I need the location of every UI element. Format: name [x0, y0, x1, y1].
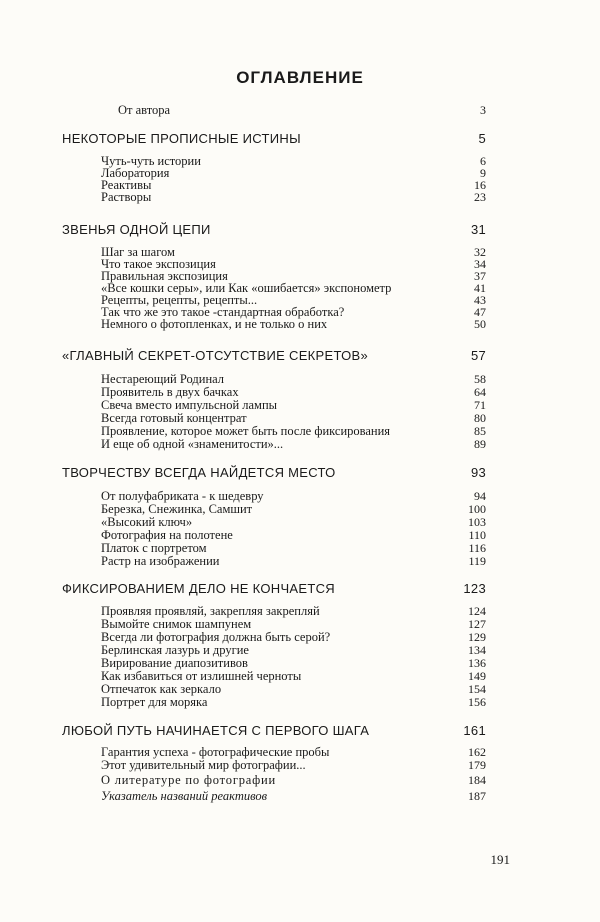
section-page: 31 [470, 222, 486, 237]
section-page: 5 [478, 131, 486, 146]
item-title: «Все кошки серы», или Как «ошибается» экспонометр [101, 281, 392, 295]
item-title: Фотография на полотене [101, 528, 233, 542]
item-title: Указатель названий реактивов [101, 789, 268, 803]
toc-item [0, 399, 600, 413]
item-page: 71 [474, 398, 486, 412]
toc-item [0, 318, 600, 332]
toc-section [0, 222, 600, 236]
item-page: 6 [480, 154, 486, 168]
section-title: ТВОРЧЕСТВУ ВСЕГДА НАЙДЕТСЯ МЕСТО [62, 465, 336, 480]
page-number: 191 [490, 852, 510, 867]
item-page: 184 [468, 773, 486, 787]
toc-item [0, 386, 600, 400]
item-title: Так что же это такое -стандартная обработка? [101, 305, 345, 319]
item-title: Шаг за шагом [101, 245, 175, 259]
toc-intro-page: 3 [480, 103, 486, 117]
item-title: Как избавиться от излишней черноты [101, 669, 302, 683]
item-page: 119 [468, 554, 486, 568]
item-title: Вымойте снимок шампунем [101, 617, 252, 631]
item-page: 80 [474, 411, 486, 425]
item-title: «Высокий ключ» [101, 515, 193, 529]
item-page: 100 [468, 502, 486, 516]
item-title: Лаборатория [101, 166, 170, 180]
item-page: 43 [474, 293, 486, 307]
section-page: 57 [470, 348, 486, 363]
item-page: 41 [474, 281, 486, 295]
item-title: О литературе по фотографии [101, 773, 277, 787]
item-page: 64 [474, 385, 486, 399]
toc-item [0, 529, 600, 543]
item-title: Проявление, которое может быть после фиксирования [101, 424, 391, 438]
toc-section [0, 723, 600, 737]
toc-item [0, 191, 600, 205]
item-page: 116 [468, 541, 486, 555]
toc-intro [0, 103, 600, 117]
item-page: 85 [474, 424, 486, 438]
toc-item [0, 605, 600, 619]
item-title: Этот удивительный мир фотографии... [101, 758, 306, 772]
item-title: Свеча вместо импульсной лампы [101, 398, 278, 412]
item-page: 103 [468, 515, 486, 529]
toc-item [0, 644, 600, 658]
item-page: 50 [474, 317, 486, 331]
item-page: 23 [474, 190, 486, 204]
toc-item [0, 696, 600, 710]
item-title: Березка, Снежинка, Самшит [101, 502, 253, 516]
toc-item [0, 759, 600, 773]
toc-item [0, 555, 600, 569]
item-title: Платок с портретом [101, 541, 207, 555]
item-title: Вирирование диапозитивов [101, 656, 248, 670]
section-title: «ГЛАВНЫЙ СЕКРЕТ-ОТСУТСТВИЕ СЕКРЕТОВ» [62, 348, 369, 363]
toc-section [0, 581, 600, 595]
section-title: ЗВЕНЬЯ ОДНОЙ ЦЕПИ [62, 222, 211, 237]
toc-section [0, 348, 600, 362]
item-title: От полуфабриката - к шедевру [101, 489, 264, 503]
item-title: Чуть-чуть истории [101, 154, 201, 168]
item-title: Проявляя проявляй, закрепляя закрепляй [101, 604, 320, 618]
toc-item [0, 542, 600, 556]
item-page: 154 [468, 682, 486, 696]
item-page: 9 [480, 166, 486, 180]
toc-item [0, 373, 600, 387]
item-page: 124 [468, 604, 486, 618]
section-title: ЛЮБОЙ ПУТЬ НАЧИНАЕТСЯ С ПЕРВОГО ШАГА [62, 723, 370, 738]
item-page: 37 [474, 269, 486, 283]
section-title: НЕКОТОРЫЕ ПРОПИСНЫЕ ИСТИНЫ [62, 131, 301, 146]
toc-item [0, 425, 600, 439]
item-page: 149 [468, 669, 486, 683]
item-title: Гарантия успеха - фотографические пробы [101, 745, 330, 759]
item-title: Портрет для моряка [101, 695, 208, 709]
toc-intro-title: От автора [118, 103, 171, 117]
item-title: Реактивы [101, 178, 152, 192]
toc-item-reagent-index [0, 790, 600, 804]
toc-title: ОГЛАВЛЕНИЕ [236, 68, 364, 87]
item-title: Нестареющий Родинал [101, 372, 225, 386]
item-page: 129 [468, 630, 486, 644]
item-title: Что такое экспозиция [101, 257, 216, 271]
toc-item [0, 683, 600, 697]
toc-item [0, 516, 600, 530]
section-page: 123 [463, 581, 486, 596]
section-title: ФИКСИРОВАНИЕМ ДЕЛО НЕ КОНЧАЕТСЯ [62, 581, 335, 596]
item-page: 179 [468, 758, 486, 772]
item-title: И еще об одной «знаменитости»... [101, 437, 284, 451]
item-title: Всегда готовый концентрат [101, 411, 247, 425]
toc-item-literature [0, 774, 600, 788]
item-page: 89 [474, 437, 486, 451]
toc-item [0, 631, 600, 645]
item-title: Всегда ли фотография должна быть серой? [101, 630, 331, 644]
section-page: 93 [470, 465, 486, 480]
toc-item [0, 490, 600, 504]
toc-section [0, 465, 600, 479]
item-page: 94 [474, 489, 486, 503]
toc-item [0, 670, 600, 684]
item-page: 110 [468, 528, 486, 542]
toc-section [0, 131, 600, 145]
item-title: Берлинская лазурь и другие [101, 643, 249, 657]
item-title: Растр на изображении [101, 554, 220, 568]
item-page: 58 [474, 372, 486, 386]
item-title: Немного о фотопленках, и не только о них [101, 317, 328, 331]
item-page: 127 [468, 617, 486, 631]
item-page: 162 [468, 745, 486, 759]
item-title: Отпечаток как зеркало [101, 682, 222, 696]
item-page: 16 [474, 178, 486, 192]
item-page: 187 [468, 789, 486, 803]
item-page: 156 [468, 695, 486, 709]
item-title: Растворы [101, 190, 152, 204]
section-page: 161 [463, 723, 486, 738]
toc-item [0, 438, 600, 452]
toc-item [0, 503, 600, 517]
item-page: 136 [468, 656, 486, 670]
item-title: Рецепты, рецепты, рецепты... [101, 293, 258, 307]
item-page: 47 [474, 305, 486, 319]
item-page: 32 [474, 245, 486, 259]
item-title: Правильная экспозиция [101, 269, 228, 283]
item-page: 34 [474, 257, 486, 271]
item-title: Проявитель в двух бачках [101, 385, 239, 399]
item-page: 134 [468, 643, 486, 657]
